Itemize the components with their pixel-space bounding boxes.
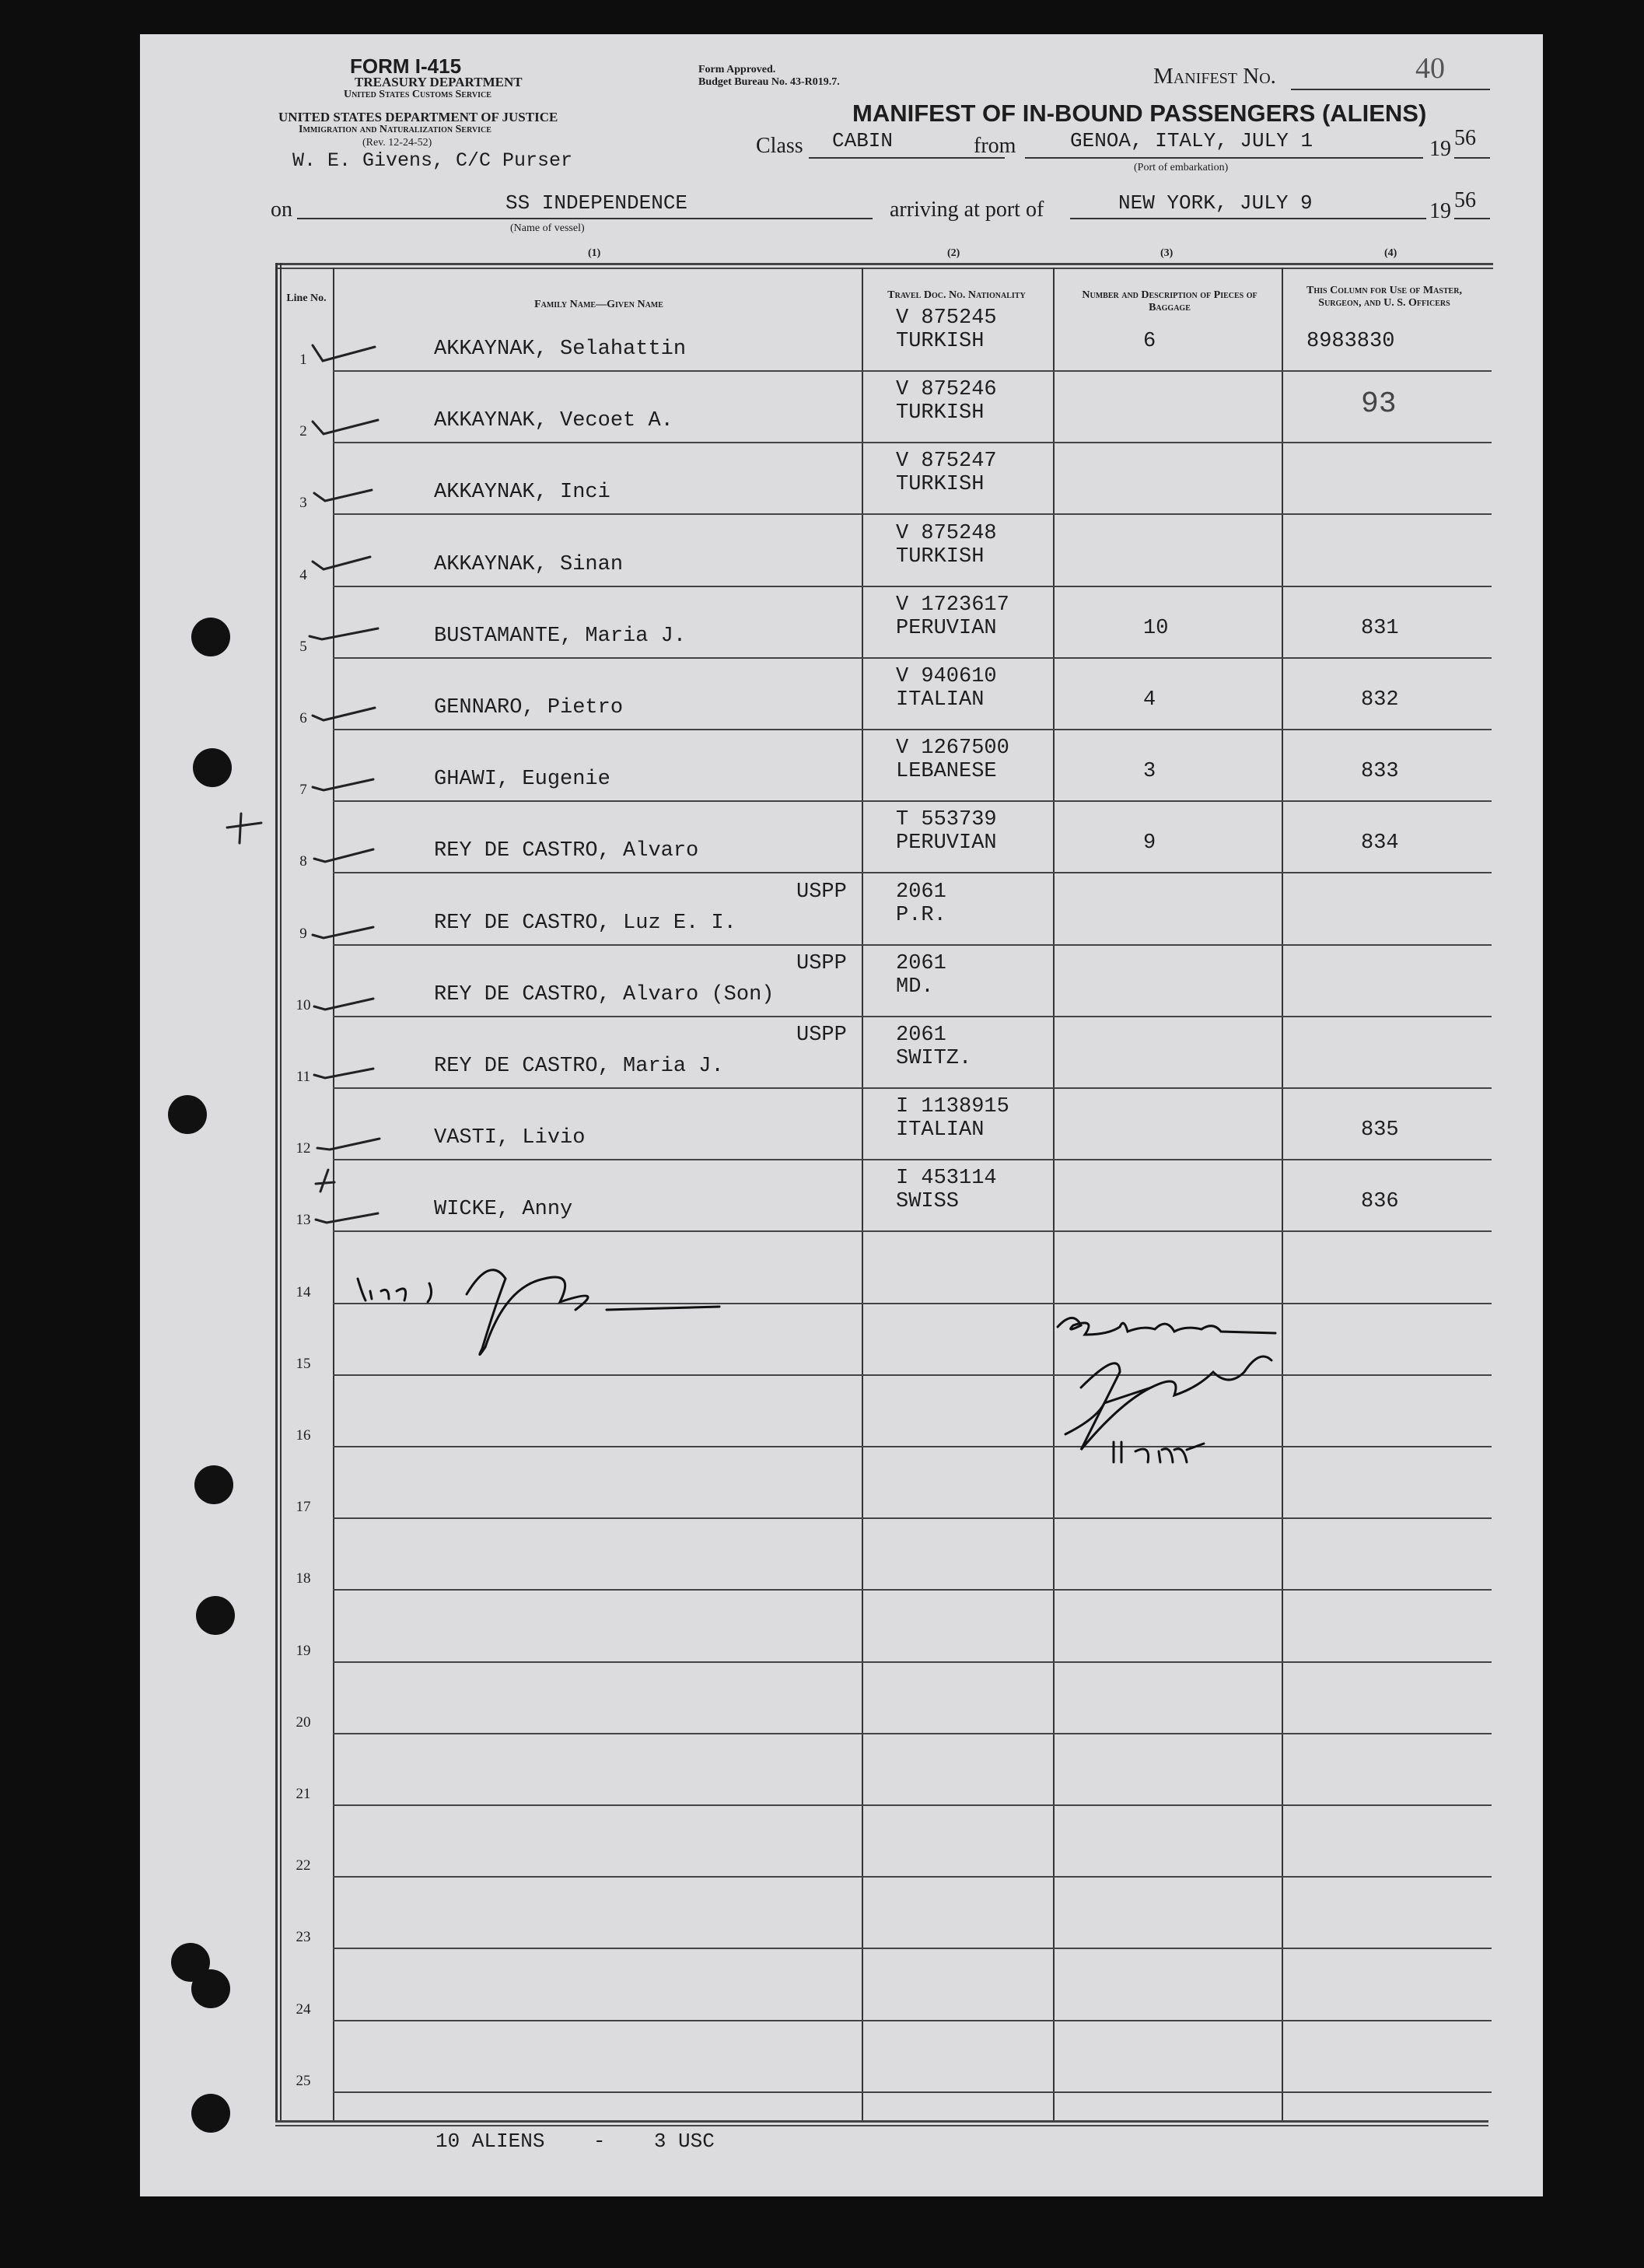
passenger-name: GENNARO, Pietro: [434, 696, 624, 719]
baggage-count: 6: [1143, 330, 1156, 353]
baggage-count: 9: [1143, 831, 1156, 856]
nationality: TURKISH: [896, 401, 985, 425]
line-number: 20: [296, 1713, 311, 1731]
officer-entry: 832: [1361, 688, 1399, 712]
nationality: TURKISH: [896, 330, 985, 353]
customs-service: United States Customs Service: [344, 89, 491, 100]
nationality: PERUVIAN: [896, 831, 997, 856]
passenger-name: BUSTAMANTE, Maria J.: [434, 624, 687, 648]
officer-entry: 834: [1361, 831, 1399, 856]
col-number-4: (4): [1384, 247, 1397, 259]
officer-entry: 93: [1361, 387, 1397, 422]
line-number: 19: [296, 1642, 311, 1659]
baggage-header: Number and Description of Pieces of Baggage: [1082, 289, 1257, 314]
travel-doc-number: I 453114: [896, 1167, 997, 1191]
travel-doc-header: Travel Doc. No. Nationality: [887, 289, 1026, 301]
page-title: MANIFEST OF IN-BOUND PASSENGERS (ALIENS): [852, 100, 1427, 127]
handwritten-checkmarks: [140, 34, 1543, 2196]
col-number-3: (3): [1160, 247, 1174, 259]
officer-entry: 836: [1361, 1190, 1399, 1214]
manifest-number: 40: [1415, 52, 1445, 85]
officers-header: This Column for Use of Master, Surgeon, and U. S. Officers: [1306, 285, 1462, 310]
passenger-name: REY DE CASTRO, Alvaro (Son): [434, 982, 775, 1006]
department-of-justice: UNITED STATES DEPARTMENT OF JUSTICE: [278, 110, 558, 124]
passenger-name: VASTI, Livio: [434, 1126, 586, 1150]
from-label: from: [974, 134, 1016, 158]
line-number: 15: [296, 1355, 311, 1372]
form-approved: Form Approved.: [698, 64, 776, 75]
arriving-label: arriving at port of: [890, 198, 1044, 222]
travel-doc-number: 2061: [896, 880, 946, 904]
footer-total: 10 ALIENS - 3 USC: [435, 2130, 715, 2153]
passenger-name: AKKAYNAK, Selahattin: [434, 338, 687, 361]
manifest-page: [140, 34, 1543, 2196]
travel-doc-number: 2061: [896, 1024, 946, 1047]
officer-entry: 835: [1361, 1118, 1399, 1143]
travel-doc-number: V 940610: [896, 665, 997, 688]
nationality: TURKISH: [896, 473, 985, 497]
travel-doc-number: V 1723617: [896, 593, 1009, 617]
line-number: 13: [296, 1212, 311, 1229]
passenger-name: AKKAYNAK, Vecoet A.: [434, 409, 673, 433]
arrival-year: 56: [1454, 188, 1476, 212]
nationality: MD.: [896, 975, 934, 999]
vessel-name: SS INDEPENDENCE: [505, 191, 688, 215]
passenger-name: REY DE CASTRO, Alvaro: [434, 839, 699, 863]
officer-entry: 833: [1361, 760, 1399, 784]
travel-doc-number: I 1138915: [896, 1095, 1009, 1119]
line-number: 11: [296, 1069, 311, 1085]
line-number: 23: [296, 1929, 311, 1946]
purser: W. E. Givens, C/C Purser: [292, 149, 573, 172]
nationality: TURKISH: [896, 544, 985, 569]
budget-bureau: Budget Bureau No. 43-R019.7.: [698, 76, 840, 88]
revision-date: (Rev. 12-24-52): [362, 137, 432, 149]
nationality: LEBANESE: [896, 760, 997, 784]
nationality: SWISS: [896, 1190, 960, 1214]
class-value: CABIN: [832, 129, 894, 152]
name-prefix: USPP: [796, 951, 847, 975]
manifest-label: Manifest No.: [1153, 64, 1276, 89]
line-number: 18: [296, 1570, 311, 1587]
name-prefix: USPP: [796, 880, 847, 904]
baggage-count: 10: [1143, 616, 1169, 640]
from-year: 56: [1454, 126, 1476, 150]
travel-doc-number: T 553739: [896, 808, 997, 832]
line-no-header: Line No.: [286, 292, 327, 304]
passenger-name: AKKAYNAK, Inci: [434, 481, 610, 505]
col-number-1: (1): [588, 247, 601, 259]
treasury-department: TREASURY DEPARTMENT: [355, 75, 523, 89]
line-number: 6: [299, 710, 307, 726]
line-number: 17: [296, 1499, 311, 1516]
col-number-2: (2): [947, 247, 960, 259]
passenger-name: AKKAYNAK, Sinan: [434, 552, 624, 576]
nationality: ITALIAN: [896, 688, 985, 712]
line-number: 16: [296, 1427, 311, 1444]
arrival-port: NEW YORK, JULY 9: [1118, 191, 1313, 215]
nationality: ITALIAN: [896, 1118, 985, 1143]
name-prefix: USPP: [796, 1024, 847, 1047]
travel-doc-number: 2061: [896, 951, 946, 975]
line-number: 2: [299, 423, 307, 440]
passenger-name: GHAWI, Eugenie: [434, 768, 610, 792]
line-number: 14: [296, 1283, 311, 1300]
travel-doc-number: V 875246: [896, 378, 997, 402]
nationality: P.R.: [896, 903, 946, 927]
travel-doc-number: V 1267500: [896, 737, 1009, 761]
line-number: 21: [296, 1786, 311, 1802]
line-number: 7: [299, 782, 307, 799]
passenger-name: REY DE CASTRO, Maria J.: [434, 1055, 724, 1078]
line-number: 5: [299, 638, 307, 655]
passenger-name: REY DE CASTRO, Luz E. I.: [434, 911, 736, 935]
line-number: 25: [296, 2072, 311, 2089]
line-number: 10: [296, 996, 311, 1013]
arrival-year-prefix: 19: [1429, 199, 1451, 223]
port-embarkation-caption: (Port of embarkation): [1134, 162, 1229, 173]
immigration-service: Immigration and Naturalization Service: [299, 124, 491, 135]
line-number: 1: [299, 352, 307, 368]
line-number: 12: [296, 1140, 311, 1157]
line-number: 24: [296, 2000, 311, 2018]
baggage-count: 4: [1143, 688, 1156, 712]
line-number: 3: [299, 495, 307, 512]
name-header: Family Name—Given Name: [534, 299, 663, 310]
nationality: SWITZ.: [896, 1047, 972, 1070]
officer-entry: 8983830: [1306, 330, 1395, 353]
officer-entry: 831: [1361, 616, 1399, 640]
line-number: 8: [299, 853, 307, 870]
travel-doc-number: V 875245: [896, 306, 997, 330]
passenger-name: WICKE, Anny: [434, 1198, 573, 1222]
vessel-caption: (Name of vessel): [510, 222, 585, 234]
port-of-embarkation: GENOA, ITALY, JULY 1: [1070, 129, 1313, 152]
travel-doc-number: V 875247: [896, 450, 997, 474]
travel-doc-number: V 875248: [896, 521, 997, 545]
on-label: on: [271, 198, 292, 222]
form-number: FORM I-415: [350, 54, 462, 78]
class-label: Class: [756, 134, 803, 158]
nationality: PERUVIAN: [896, 616, 997, 640]
line-number: 4: [299, 566, 307, 583]
from-year-prefix: 19: [1429, 137, 1451, 161]
baggage-count: 3: [1143, 760, 1156, 784]
line-number: 9: [299, 925, 307, 942]
line-number: 22: [296, 1857, 311, 1874]
